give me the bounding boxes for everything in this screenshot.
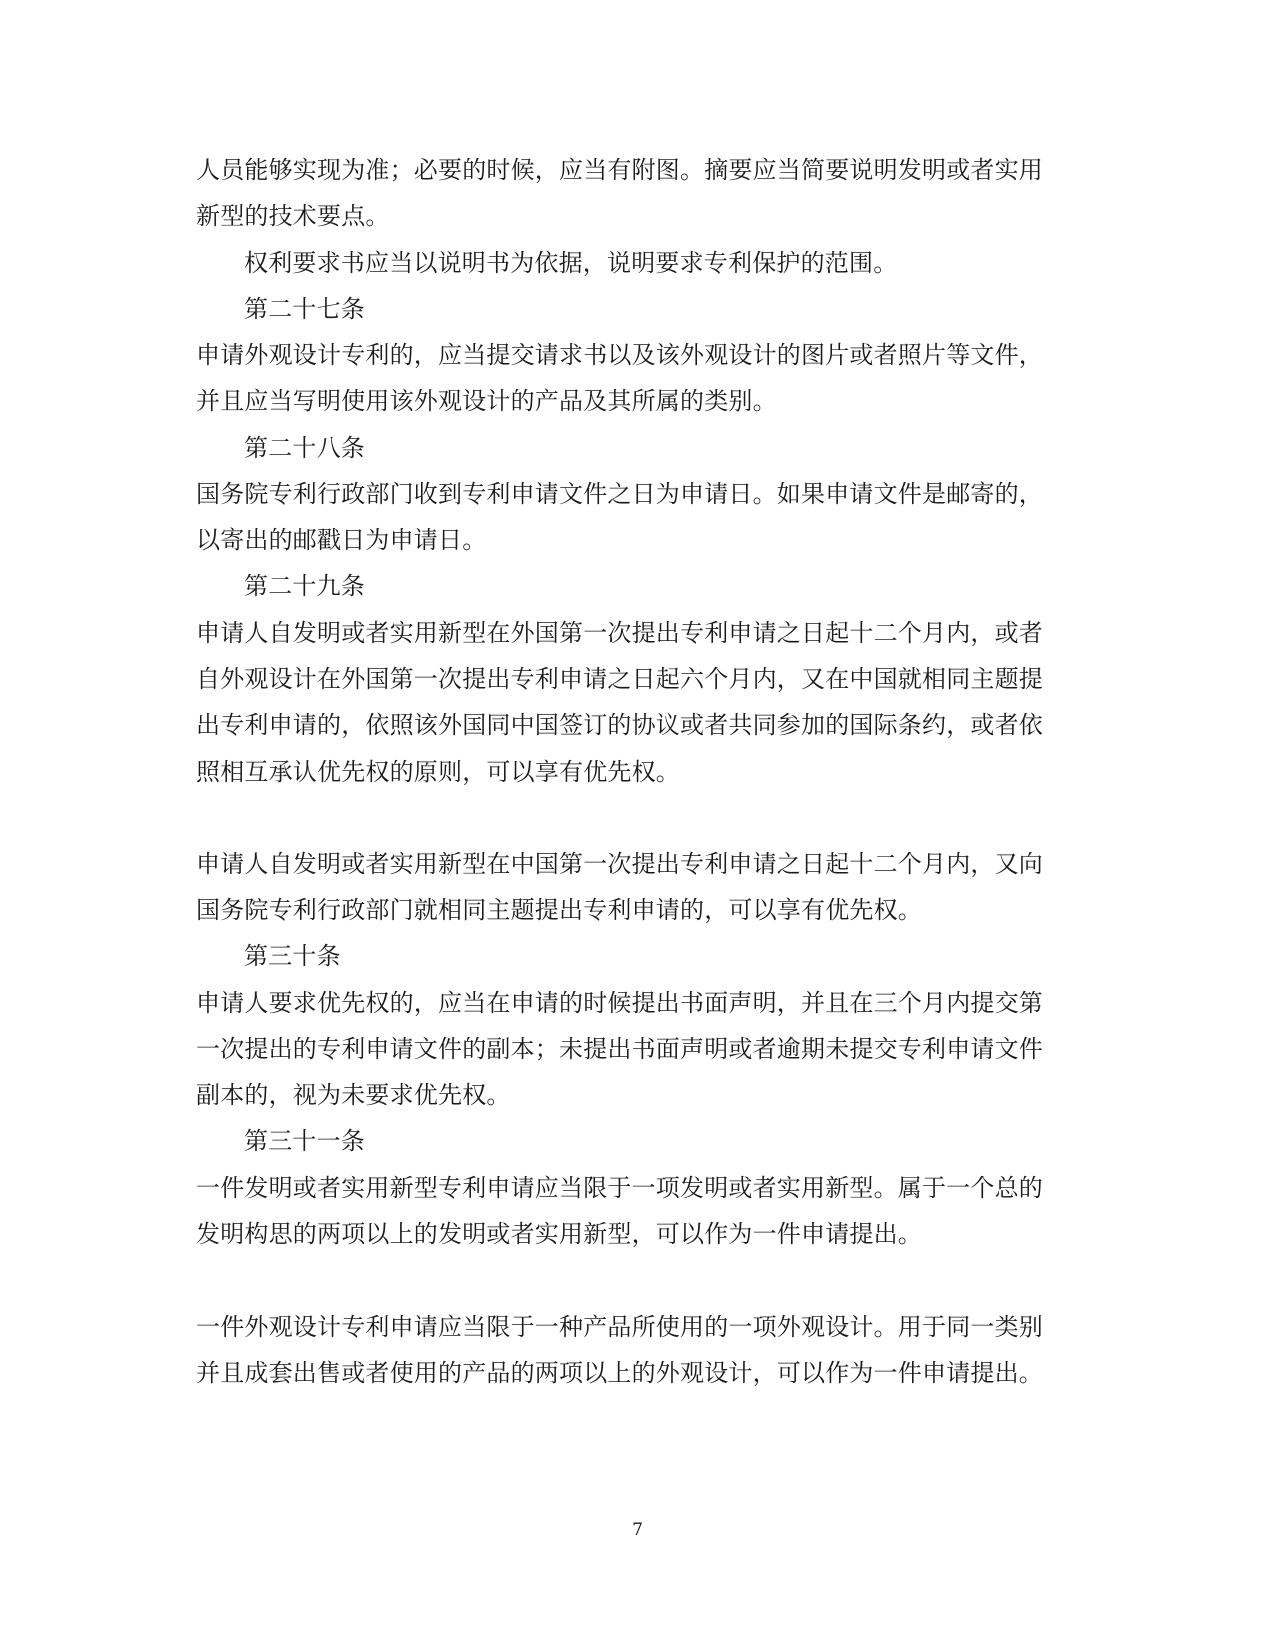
text-line: 出专利申请的，依照该外国同中国签订的协议或者共同参加的国际条约，或者依 [196, 711, 1043, 739]
text-line: 申请人要求优先权的，应当在申请的时候提出书面声明，并且在三个月内提交第 [196, 989, 1043, 1017]
text-line: 一次提出的专利申请文件的副本；未提出书面声明或者逾期未提交专利申请文件 [196, 1035, 1043, 1063]
text-line: 副本的，视为未要求优先权。 [196, 1081, 511, 1109]
text-line: 国务院专利行政部门收到专利申请文件之日为申请日。如果申请文件是邮寄的， [196, 480, 1043, 508]
text-line: 人员能够实现为准；必要的时候，应当有附图。摘要应当简要说明发明或者实用 [196, 156, 1043, 184]
text-line: 照相互承认优先权的原则，可以享有优先权。 [196, 758, 680, 786]
text-line: 申请人自发明或者实用新型在中国第一次提出专利申请之日起十二个月内，又向 [196, 850, 1043, 878]
article-heading: 第二十九条 [244, 572, 365, 600]
text-line: 申请外观设计专利的，应当提交请求书以及该外观设计的图片或者照片等文件， [196, 341, 1043, 369]
text-line: 自外观设计在外国第一次提出专利申请之日起六个月内，又在中国就相同主题提 [196, 665, 1043, 693]
text-line: 一件发明或者实用新型专利申请应当限于一项发明或者实用新型。属于一个总的 [196, 1174, 1043, 1202]
text-line: 并且成套出售或者使用的产品的两项以上的外观设计，可以作为一件申请提出。 [196, 1359, 1043, 1387]
article-heading: 第三十条 [244, 942, 341, 970]
text-line: 新型的技术要点。 [196, 202, 390, 230]
text-line: 申请人自发明或者实用新型在外国第一次提出专利申请之日起十二个月内，或者 [196, 619, 1043, 647]
text-line: 并且应当写明使用该外观设计的产品及其所属的类别。 [196, 387, 777, 415]
text-line: 发明构思的两项以上的发明或者实用新型，可以作为一件申请提出。 [196, 1220, 922, 1248]
article-heading: 第二十七条 [244, 295, 365, 323]
text-line: 权利要求书应当以说明书为依据，说明要求专利保护的范围。 [244, 249, 898, 277]
page-number: 7 [632, 1520, 643, 1540]
text-line: 一件外观设计专利申请应当限于一种产品所使用的一项外观设计。用于同一类别 [196, 1313, 1043, 1341]
article-heading: 第三十一条 [244, 1127, 365, 1155]
article-heading: 第二十八条 [244, 434, 365, 462]
text-line: 国务院专利行政部门就相同主题提出专利申请的，可以享有优先权。 [196, 896, 922, 924]
text-line: 以寄出的邮戳日为申请日。 [196, 526, 487, 554]
